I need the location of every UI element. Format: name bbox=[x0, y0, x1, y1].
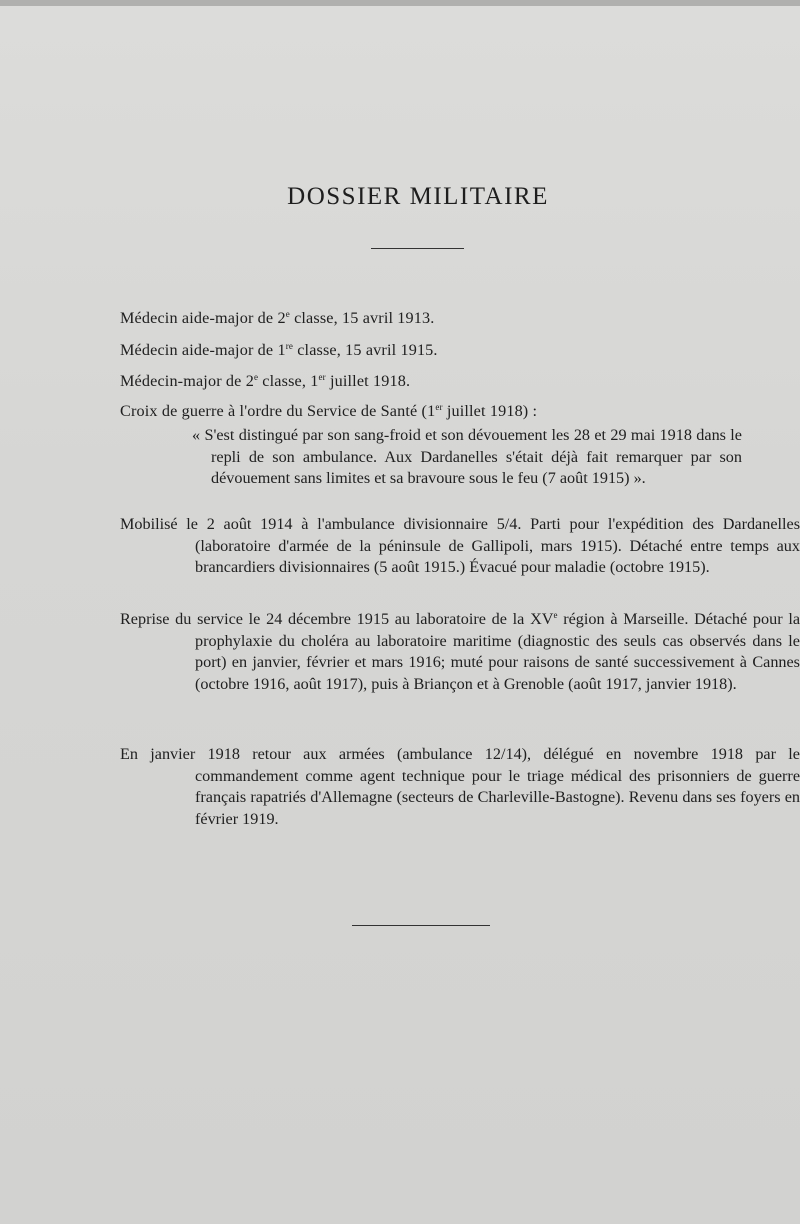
citation-text: « S'est distingué par son sang-froid et son dévouement les 28 et 29 mai 1918 dans le repli de son ambulance. Aux Dardanelles s'était déjà fait remarquer par son dévouement sans limites et sa bravoure sous le feu (7 août 1915) ». bbox=[192, 426, 742, 488]
page-title: DOSSIER MILITAIRE bbox=[287, 183, 549, 210]
paragraph-reprise: Reprise du service le 24 décembre 1915 au laboratoire de la XVe région à Marseille. Détaché pour la prophylaxie du choléra au laboratoire maritime (diagnostic des seuls cas observés dans le port) en janvier, février et mars 1916; muté pour raisons de santé successivement à Cannes (octobre 1916, août 1917), puis à Briançon et à Grenoble (août 1917, janvier 1918). bbox=[120, 610, 800, 693]
decoration-entry: Croix de guerre à l'ordre du Service de Santé (1er juillet 1918) : bbox=[120, 402, 538, 420]
scan-edge bbox=[0, 0, 800, 6]
service-entry: Médecin aide-major de 1re classe, 15 avril 1915. bbox=[120, 341, 438, 359]
paragraph-janvier: En janvier 1918 retour aux armées (ambulance 12/14), délégué en novembre 1918 par le commandement comme agent technique pour le triage médical des prisonniers de guerre français rapatriés d'Allemagne (secteurs de Charleville-Bastogne). Revenu dans ses foyers en février 1919. bbox=[120, 745, 800, 828]
paragraph-mobilisation: Mobilisé le 2 août 1914 à l'ambulance divisionnaire 5/4. Parti pour l'expédition des Dardanelles (laboratoire d'armée de la péninsule de Gallipoli, mars 1915). Détaché entre temps aux brancardiers divisionnaires (5 août 1915.) Évacué pour maladie (octobre 1915). bbox=[120, 515, 800, 577]
service-entry: Médecin-major de 2e classe, 1er juillet 1918. bbox=[120, 372, 411, 390]
service-entry: Médecin aide-major de 2e classe, 15 avril 1913. bbox=[120, 309, 435, 327]
title-rule bbox=[371, 248, 464, 249]
end-rule bbox=[352, 925, 490, 926]
